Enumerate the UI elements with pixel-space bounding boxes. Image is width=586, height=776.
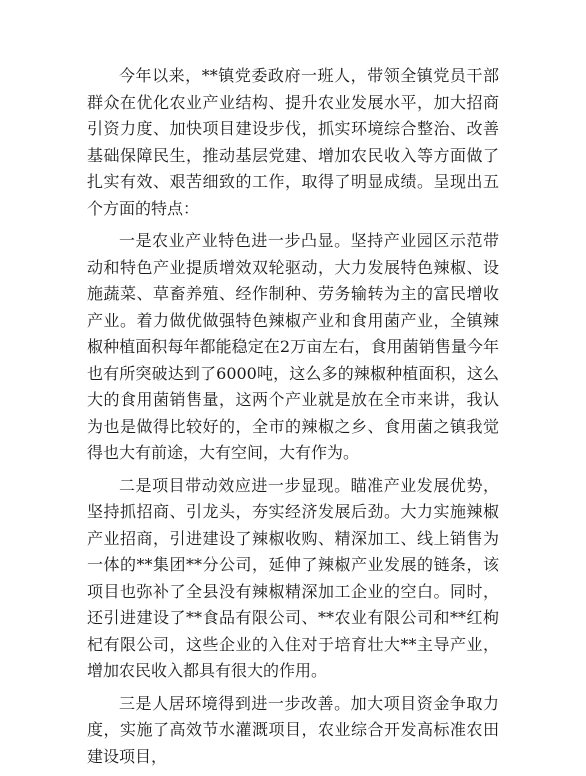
paragraph-agriculture: 一是农业产业特色进一步凸显。坚持产业园区示范带动和特色产业提质增效双轮驱动，大力发展特色辣椒、设施蔬菜、草畜养殖、经作制种、劳务输转为主的富民增收产业。着力做优做强特色辣椒产业和食用菌产业，全镇辣椒种植面积每年都能稳定在2万亩左右，食用菌销售量今年也有所突破达到了6000吨，这么多的辣椒种植面积，这么大的食用菌销售量，这两个产业就是放在全市来讲，我认为也是做得比较好的，全市的辣椒之乡、食用菌之镇我觉得也大有前途，大有空间，大有作为。 [87,231,499,462]
paragraph-intro: 今年以来，**镇党委政府一班人，带领全镇党员干部群众在优化农业产业结构、提升农业发展水平，加大招商引资力度、加快项目建设步伐，抓实环境综合整治、改善基础保障民生，推动基层党建、增加农民收入等方面做了扎实有效、艰苦细致的工作，取得了明显成绩。呈现出五个方面的特点： [87,66,499,218]
paragraph-environment: 三是人居环境得到进一步改善。加大项目资金争取力度，实施了高效节水灌溉项目，农业综合开发高标准农田建设项目， [87,693,499,766]
paragraph-projects: 二是项目带动效应进一步显现。瞄准产业发展优势，坚持抓招商、引龙头，夯实经济发展后劲。大力实施辣椒产业招商，引进建设了辣椒收购、精深加工、线上销售为一体的**集团**分公司，延伸了辣椒产业发展的链条，该项目也弥补了全县没有辣椒精深加工企业的空白。同时，还引进建设了**食品有限公司、**农业有限公司和**红枸杞有限公司，这些企业的入住对于培育壮大**主导产业，增加农民收入都具有很大的作用。 [87,475,499,680]
document-body [87,63,499,776]
